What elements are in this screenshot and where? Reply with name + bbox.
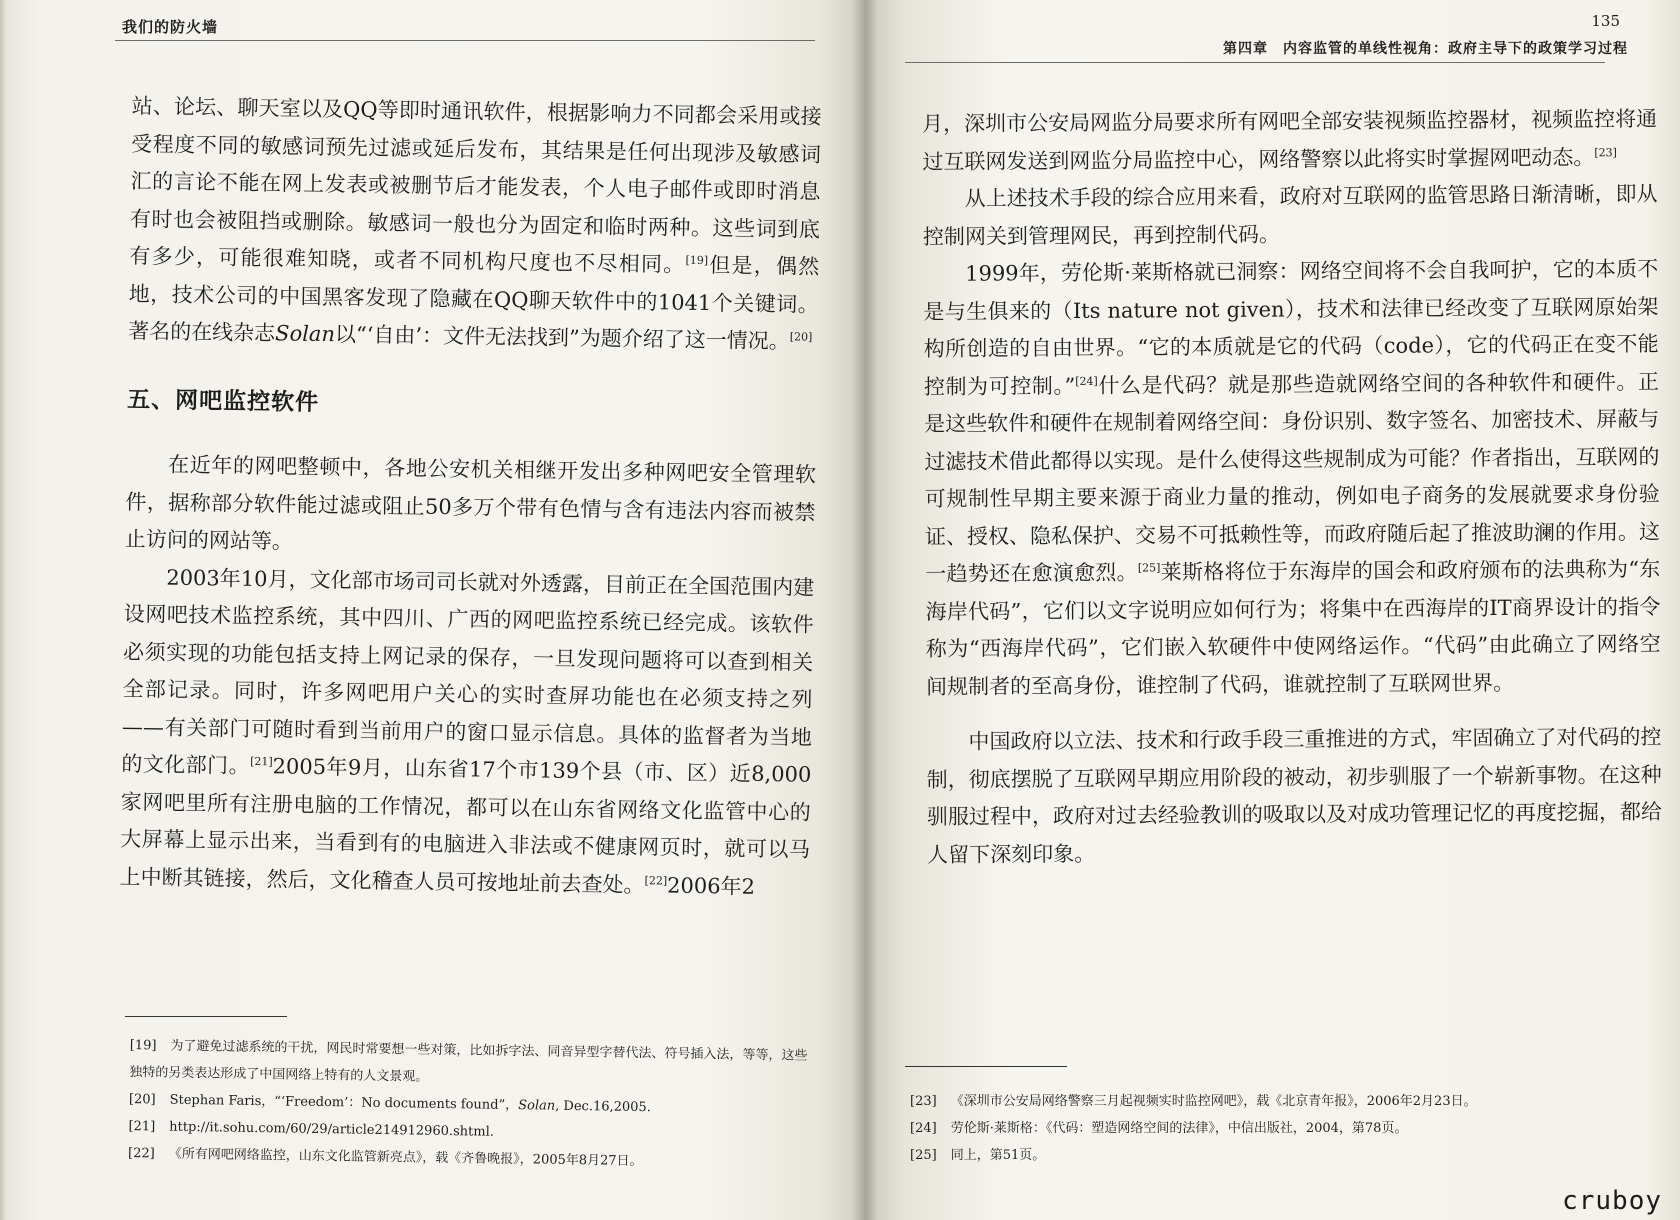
paragraph: 中国政府以立法、技术和行政手段三重推进的方式，牢固确立了对代码的控制，彻底摆脱了互联网早期应用阶段的被动，初步驯服了一个崭新事物。在这种驯服过程中，政府对过去经验教训的吸取以及对成功管理记忆的再度挖掘，都给人留下深刻印象。 [926, 724, 1663, 867]
footnote: [22] 《所有网吧网络监控，山东文化监管新亮点》，载《齐鲁晚报》，2005年8月27日。 [127, 1145, 643, 1170]
footnote: [19] 为了避免过滤系统的干扰，网民时常要想一些对策，比如拆字法、同音异型字替代法、符号插入法，等等，这些独特的另类表达形成了中国网络上特有的人文景观。 [129, 1037, 808, 1085]
footnote: [21] http://it.sohu.com/60/29/article214912960.shtml. [128, 1118, 495, 1140]
right-footnotes [910, 1088, 1630, 1169]
left-footnotes [128, 1032, 810, 1178]
paragraph: 站、论坛、聊天室以及QQ等即时通讯软件，根据影响力不同都会采用或接受程度不同的敏感词预先过滤或延后发布，其结果是任何出现涉及敏感词汇的言论不能在网上发表或被删节后才能发表，个人电子邮件或即时消息有时也会被阻挡或删除。敏感词一般也分为固定和临时两种。这些词到底有多少，可能很难知晓，或者不同机构尺度也不尽相同。[19]但是，偶然地，技术公司的中国黑客发现了隐藏在QQ聊天软件中的1041个关键词。著名的在线杂志Solan以“‘自由’：文件无法找到”为题介绍了这一情况。[20] [127, 93, 822, 354]
header-rule [115, 40, 815, 41]
left-body-text [119, 88, 822, 907]
footnote: [23] 《深圳市公安局网络警察三月起视频实时监控网吧》，载《北京青年报》，2006年2月23日。 [910, 1094, 1477, 1109]
footnote-rule [905, 1066, 1067, 1067]
paragraph: 2003年10月，文化部市场司司长就对外透露，目前正在全国范围内建设网吧技术监控系统，其中四川、广西的网吧监控系统已经完成。该软件必须实现的功能包括支持上网记录的保存，一旦发现问题将可以查到相关全部记录。同时，许多网吧用户关心的实时查屏功能也在必须支持之列——有关部门可随时看到当前用户的窗口显示信息。具体的监督者为当地的文化部门。[21]2005年9月，山东省17个市139个县（市、区）近8,000家网吧里所有注册电脑的工作情况，都可以在山东省网络文化监管中心的大屏幕上显示出来，当看到有的电脑进入非法或不健康网页时，就可以马上中断其链接，然后，文化稽查人员可按地址前去查处。[22]2006年2 [119, 565, 815, 899]
paragraph: 从上述技术手段的综合应用来看，政府对互联网的监管思路日渐清晰，即从控制网关到管理网民，再到控制代码。 [922, 181, 1658, 249]
italic-title: Solan [274, 321, 336, 347]
right-running-head: 第四章 内容监管的单线性视角：政府主导下的政策学习过程 [1223, 41, 1628, 57]
page-edge [0, 0, 6, 1220]
paragraph: 在近年的网吧整顿中，各地公安机关相继开发出多种网吧安全管理软件，据称部分软件能过滤或阻止50多万个带有色情与含有违法内容而被禁止访问的网站等。 [124, 452, 817, 554]
paragraph: 月，深圳市公安局网监分局要求所有网吧全部安装视频监控器材，视频监控将通过互联网发送到网监分局监控中心，网络警察以此将实时掌握网吧动态。[23] [922, 106, 1658, 174]
footnote-ref[interactable]: [22] [644, 873, 668, 888]
footnote-rule [125, 1016, 287, 1017]
scan-watermark: cruboy [1562, 1186, 1662, 1216]
footnote-ref[interactable]: [21] [250, 754, 273, 769]
page-number: 135 [1591, 12, 1620, 30]
footnote-ref[interactable]: [19] [685, 253, 709, 268]
footnote: [25] 同上，第51页。 [910, 1148, 1046, 1163]
header-rule [905, 62, 1605, 63]
section-heading: 五、网吧监控软件 [126, 385, 320, 416]
right-page [865, 0, 1680, 1220]
footnote-ref[interactable]: [23] [1594, 145, 1617, 159]
left-running-head: 我们的防火墙 [122, 18, 219, 36]
footnote: [24] 劳伦斯·莱斯格：《代码：塑造网络空间的法律》，中信出版社，2004，第78页。 [910, 1121, 1408, 1136]
footnote-ref[interactable]: [24] [1075, 374, 1098, 388]
footnote-ref[interactable]: [25] [1137, 561, 1161, 575]
right-body-text [922, 101, 1662, 874]
book-gutter [852, 0, 878, 1220]
footnote: [20] Stephan Faris，“‘Freedom’：No documents found”，Solan, Dec.16,2005. [128, 1091, 652, 1116]
footnote-ref[interactable]: [20] [789, 330, 813, 344]
footnote-link: http://it.sohu.com/60/29/article214912960.shtml. [169, 1119, 495, 1140]
paragraph: 1999年，劳伦斯·莱斯格就已洞察：网络空间将不会自我呵护，它的本质不是与生俱来的（Its nature not given），技术和法律已经改变了互联网原始架构所创造的自由世界。“它的本质就是它的代码（code），它的代码正在变不能控制为可控制。”[24]什么是代码？就是那些造就网络空间的各种软件和硬件。正是这些软件和硬件在规制着网络空间：身份识别、数字签名、加密技术、屏蔽与过滤技术借此都得以实现。是什么使得这些规制成为可能？作者指出，互联网的可规制性早期主要来源于商业力量的推动，例如电子商务的发展就要求身份验证、授权、隐私保护、交易不可抵赖性等，而政府随后起了推波助澜的作用。这一趋势还在愈演愈烈。[25]莱斯格将位于东海岸的国会和政府颁布的法典称为“东海岸代码”，它们以文字说明应如何行为；将集中在西海岸的IT商界设计的指令称为“西海岸代码”，它们嵌入软硬件中使网络运作。“代码”由此确立了网络空间规制者的至高身份，谁控制了代码，谁就控制了互联网世界。 [923, 256, 1661, 699]
